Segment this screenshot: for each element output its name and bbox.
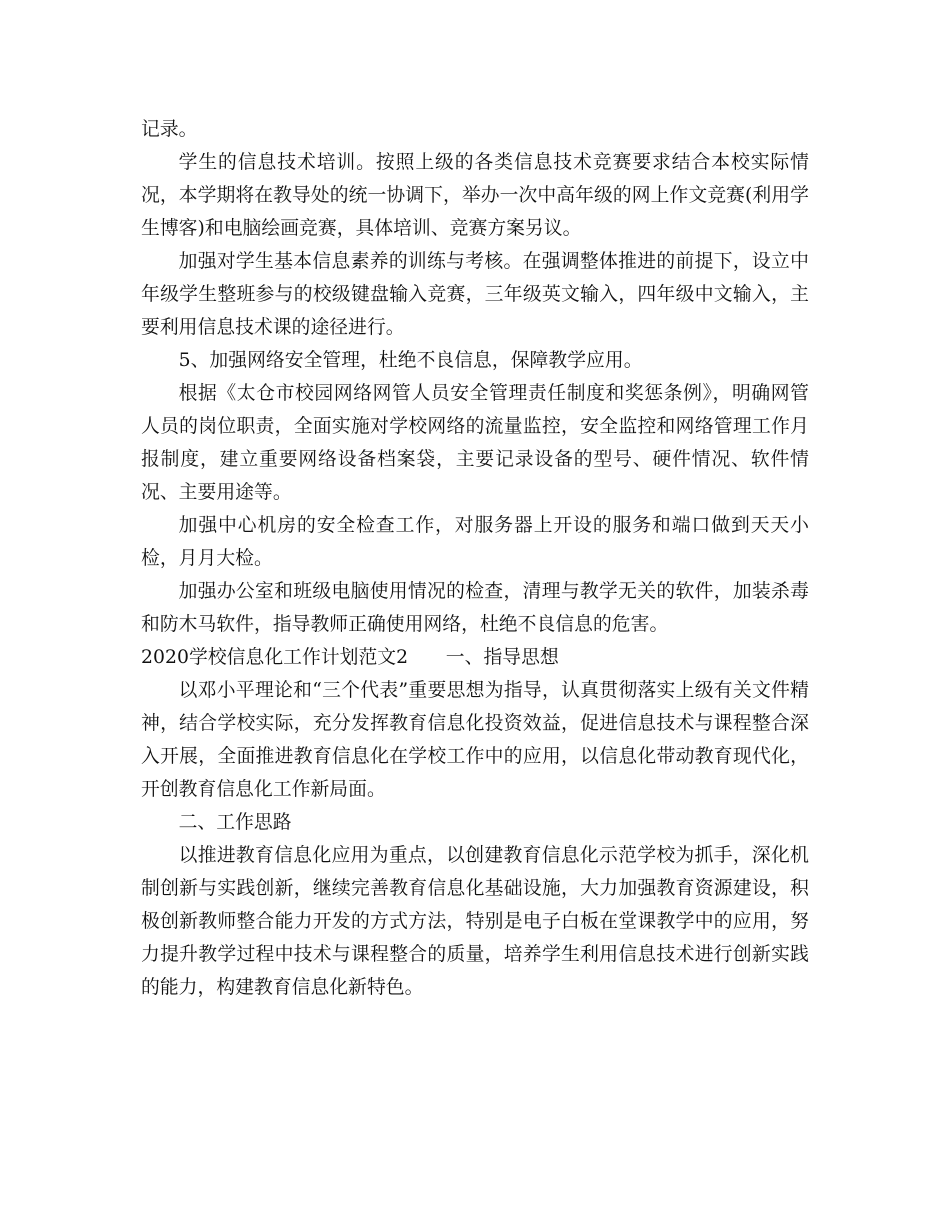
section-heading-network-security: 5、加强网络安全管理，杜绝不良信息，保障教学应用。 (178, 350, 643, 371)
paragraph-computer-check: 加强办公室和班级电脑使用情况的检查，清理与教学无关的软件，加装杀毒和防木马软件，指导教师正确使用网络，杜绝不良信息的危害。 (141, 581, 809, 635)
paragraph-continuation: 记录。 (141, 119, 198, 140)
paragraph-work-ideas: 以推进教育信息化应用为重点，以创建教育信息化示范学校为抓手，深化机制创新与实践创新，继续完善教育信息化基础设施，大力加强教育资源建设，积极创新教师整合能力开发的方式方法，特别是电子白板在堂课教学中的应用，努力提升教学过程中技术与课程整合的质量，培养学生利用信息技术进行创新实践的能力，构建教育信息化新特色。 (141, 845, 809, 998)
paragraph-server-room: 加强中心机房的安全检查工作，对服务器上开设的服务和端口做到天天小检，月月大检。 (141, 515, 809, 569)
paragraph-student-training: 学生的信息技术培训。按照上级的各类信息技术竞赛要求结合本校实际情况，本学期将在教导处的统一协调下，举办一次中高年级的网上作文竞赛(利用学生博客)和电脑绘画竞赛，具体培训、竞赛方案另议。 (141, 152, 809, 239)
paragraph-network-admin: 根据《太仓市校园网络网管人员安全管理责任制度和奖惩条例》，明确网管人员的岗位职责，全面实施对学校网络的流量监控，安全监控和网络管理工作月报制度，建立重要网络设备档案袋，主要记录设备的型号、硬件情况、软件情况、主要用途等。 (141, 383, 809, 503)
section-title-plan-2: 2020学校信息化工作计划范文2 一、指导思想 (141, 647, 559, 668)
document-body (141, 113, 809, 1004)
section-heading-work-ideas: 二、工作思路 (178, 812, 292, 833)
paragraph-literacy-assessment: 加强对学生基本信息素养的训练与考核。在强调整体推进的前提下，设立中年级学生整班参与的校级键盘输入竞赛，三年级英文输入，四年级中文输入，主要利用信息技术课的途径进行。 (141, 251, 809, 338)
paragraph-guiding-ideology: 以邓小平理论和“三个代表”重要思想为指导，认真贯彻落实上级有关文件精神，结合学校实际，充分发挥教育信息化投资效益，促进信息技术与课程整合深入开展，全面推进教育信息化在学校工作中的应用，以信息化带动教育现代化，开创教育信息化工作新局面。 (141, 680, 809, 800)
